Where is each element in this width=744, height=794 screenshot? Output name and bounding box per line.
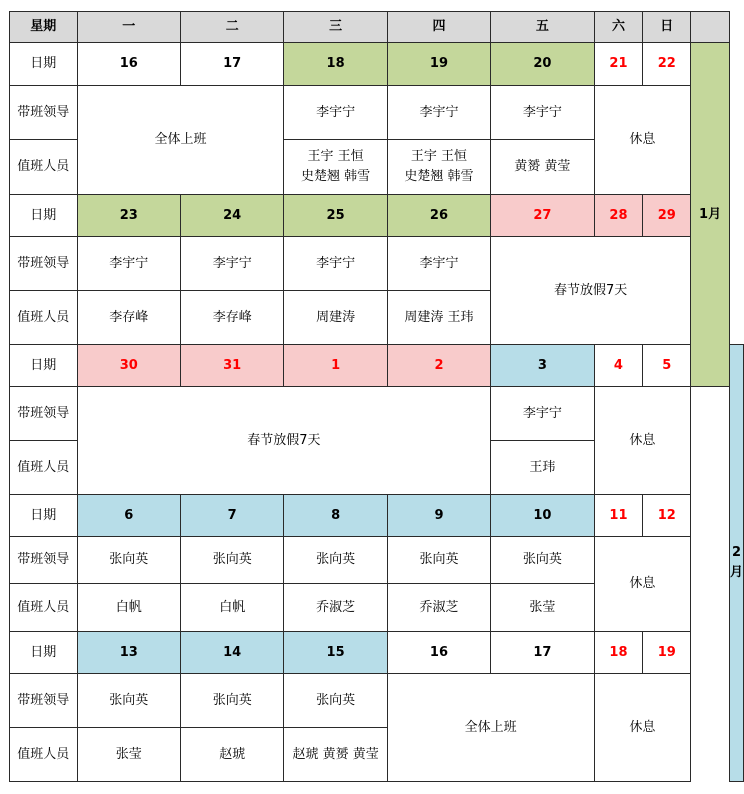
staff-cell: 白帆 [77,584,180,632]
date-cell: 8 [284,495,387,537]
date-label: 日期 [10,43,78,86]
weekday-sat: 六 [594,12,643,43]
date-cell: 17 [491,632,594,674]
staff-label: 值班人员 [10,140,78,195]
leader-cell: 李宇宁 [387,237,490,291]
date-cell: 9 [387,495,490,537]
date-cell: 13 [77,632,180,674]
leader-cell: 张向英 [77,674,180,728]
weekend-rest-cell: 休息 [594,674,691,782]
date-cell-weekend: 19 [643,632,691,674]
date-cell: 19 [387,43,490,86]
weekday-tue: 二 [181,12,284,43]
weekend-rest-cell: 休息 [594,537,691,632]
week3-date-row [10,345,744,387]
leader-cell: 张向英 [491,537,594,584]
month-label-jan: 1月 [691,43,730,387]
leader-label: 带班领导 [10,86,78,140]
date-cell-holiday: 27 [491,195,594,237]
weekend-rest-cell: 休息 [594,387,691,495]
staff-cell: 周建涛 王玮 [387,291,490,345]
date-cell: 6 [77,495,180,537]
date-cell-holiday: 31 [181,345,284,387]
date-cell-weekend: 21 [594,43,643,86]
duty-schedule-table [9,11,744,782]
date-cell-weekend: 22 [643,43,691,86]
date-cell-weekend: 12 [643,495,691,537]
staff-line: 史楚翘 韩雪 [404,169,474,184]
date-cell-weekend: 5 [643,345,691,387]
date-cell: 25 [284,195,387,237]
leader-cell: 张向英 [387,537,490,584]
staff-cell: 王玮 [491,441,594,495]
date-cell: 20 [491,43,594,86]
week4-leader-row [10,537,744,584]
week3-leader-row [10,387,744,441]
month-label-feb: 2月 [730,345,744,782]
date-cell-holiday: 2 [387,345,490,387]
leader-cell: 李宇宁 [77,237,180,291]
leader-cell: 李宇宁 [387,86,490,140]
staff-cell: 黄赟 黄莹 [491,140,594,195]
leader-label: 带班领导 [10,237,78,291]
holiday-cell: 春节放假7天 [491,237,691,345]
leader-label: 带班领导 [10,674,78,728]
weekday-header-label: 星期 [10,12,78,43]
staff-cell: 乔淑芝 [284,584,387,632]
week5-date-row [10,632,744,674]
leader-cell: 李宇宁 [181,237,284,291]
staff-label: 值班人员 [10,584,78,632]
staff-cell [387,140,490,195]
date-label: 日期 [10,495,78,537]
all-work-cell: 全体上班 [387,674,594,782]
leader-cell: 李宇宁 [284,237,387,291]
date-cell: 16 [77,43,180,86]
date-cell-holiday: 1 [284,345,387,387]
week5-leader-row [10,674,744,728]
date-cell-holiday: 30 [77,345,180,387]
header-row [10,12,744,43]
date-cell: 18 [284,43,387,86]
staff-cell: 赵琥 黄赟 黄莹 [284,728,387,782]
staff-label: 值班人员 [10,291,78,345]
date-cell: 14 [181,632,284,674]
staff-label: 值班人员 [10,441,78,495]
date-cell: 23 [77,195,180,237]
staff-cell [284,140,387,195]
date-cell-holiday: 28 [594,195,643,237]
weekday-wed: 三 [284,12,387,43]
weekday-sun: 日 [643,12,691,43]
leader-cell: 李宇宁 [491,86,594,140]
holiday-cell: 春节放假7天 [77,387,491,495]
leader-cell: 张向英 [77,537,180,584]
leader-cell: 李宇宁 [284,86,387,140]
date-label: 日期 [10,345,78,387]
month-header-empty [691,12,730,43]
staff-line: 王宇 王恒 [307,149,364,164]
week2-leader-row [10,237,744,291]
week4-date-row [10,495,744,537]
weekday-fri: 五 [491,12,594,43]
date-cell: 16 [387,632,490,674]
date-cell-weekend: 4 [594,345,643,387]
staff-label: 值班人员 [10,728,78,782]
staff-cell: 周建涛 [284,291,387,345]
leader-cell: 李宇宁 [491,387,594,441]
date-cell-weekend: 11 [594,495,643,537]
week1-leader-row [10,86,744,140]
leader-label: 带班领导 [10,387,78,441]
date-cell: 3 [491,345,594,387]
date-cell-weekend: 18 [594,632,643,674]
date-cell: 7 [181,495,284,537]
all-work-cell: 全体上班 [77,86,284,195]
date-label: 日期 [10,195,78,237]
staff-cell: 张莹 [491,584,594,632]
week2-date-row [10,195,744,237]
leader-cell: 张向英 [181,674,284,728]
date-label: 日期 [10,632,78,674]
date-cell: 24 [181,195,284,237]
date-cell: 10 [491,495,594,537]
date-cell-holiday: 29 [643,195,691,237]
week1-date-row [10,43,744,86]
weekday-mon: 一 [77,12,180,43]
date-cell: 15 [284,632,387,674]
staff-cell: 赵琥 [181,728,284,782]
leader-cell: 张向英 [181,537,284,584]
leader-cell: 张向英 [284,674,387,728]
staff-cell: 李存峰 [181,291,284,345]
staff-cell: 白帆 [181,584,284,632]
leader-cell: 张向英 [284,537,387,584]
staff-cell: 李存峰 [77,291,180,345]
staff-line: 王宇 王恒 [410,149,468,164]
staff-cell: 乔淑芝 [387,584,490,632]
leader-label: 带班领导 [10,537,78,584]
date-cell: 26 [387,195,490,237]
staff-line: 史楚翘 韩雪 [301,169,371,184]
staff-cell: 张莹 [77,728,180,782]
weekend-rest-cell: 休息 [594,86,691,195]
date-cell: 17 [181,43,284,86]
weekday-thu: 四 [387,12,490,43]
